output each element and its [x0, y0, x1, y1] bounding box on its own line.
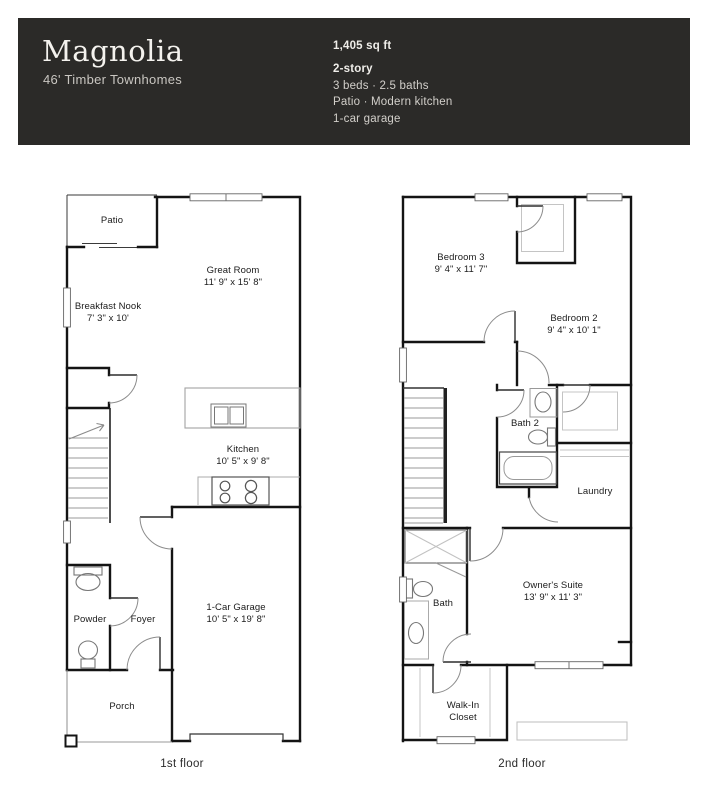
toilet-icon [405, 579, 433, 598]
toilet-icon [74, 567, 102, 591]
stairs-icon [68, 408, 110, 523]
kitchen-island [185, 388, 300, 428]
floor2-caption: 2nd floor [498, 758, 546, 770]
room-label-bedroom2: Bedroom 2 9' 4" x 10' 1" [547, 312, 601, 336]
spec-sqft: 1,405 sq ft [333, 40, 392, 52]
room-label-foyer: Foyer [130, 613, 156, 625]
sliding-door-icon [82, 244, 140, 248]
floor1-drawing [64, 194, 300, 747]
room-label-porch: Porch [109, 700, 135, 712]
bath-fixtures [405, 579, 433, 659]
shower-icon [405, 530, 467, 577]
room-label-bedroom3: Bedroom 3 9' 4" x 11' 7" [434, 251, 488, 275]
room-label-laundry: Laundry [577, 485, 613, 497]
floor2-walls [403, 197, 631, 741]
stair-direction-arrow [69, 424, 104, 440]
stove-icon [212, 477, 269, 505]
porch-column [66, 736, 77, 747]
room-label-powder: Powder [73, 613, 107, 625]
room-label-great-room: Great Room 11' 9" x 15' 8" [203, 264, 263, 288]
bathtub-icon [500, 452, 557, 484]
spec-garage: 1-car garage [333, 113, 401, 125]
room-label-patio: Patio [100, 214, 124, 226]
room-label-breakfast-nook: Breakfast Nook 7' 3" x 10' [74, 300, 142, 324]
spec-features: Patio · Modern kitchen [333, 96, 453, 108]
garage-door-icon [190, 734, 283, 741]
room-label-bath: Bath [433, 597, 453, 609]
roof-outline [517, 722, 627, 740]
floor2-windows [400, 194, 622, 744]
room-label-kitchen: Kitchen 10' 5" x 9' 8" [216, 443, 270, 467]
vanity-sink-icon [405, 601, 429, 659]
bath2-fixtures [500, 389, 558, 485]
kitchen-counter [198, 477, 300, 505]
kitchen-sink-icon [211, 404, 246, 427]
stairs2-icon [403, 388, 447, 523]
floor1-caption: 1st floor [160, 758, 204, 770]
closet-shelving [420, 205, 629, 741]
plan-subtitle: 46' Timber Townhomes [43, 72, 183, 87]
room-label-walkin-closet: Walk-In Closet [446, 699, 480, 723]
spec-beds-baths: 3 beds · 2.5 baths [333, 80, 429, 92]
room-label-bath2: Bath 2 [510, 417, 540, 429]
room-label-owners-suite: Owner's Suite 13' 9" x 11' 3" [522, 579, 584, 603]
toilet-icon [529, 428, 556, 446]
floor1-walls [67, 197, 300, 741]
laundry-shelf [560, 450, 629, 457]
plan-title: Magnolia [42, 34, 184, 68]
pedestal-sink-icon [79, 641, 98, 668]
vanity-sink-icon [530, 389, 557, 418]
spec-story: 2-story [333, 63, 373, 75]
floor2-drawing [400, 194, 631, 744]
room-label-garage: 1-Car Garage 10' 5" x 19' 8" [206, 601, 266, 625]
